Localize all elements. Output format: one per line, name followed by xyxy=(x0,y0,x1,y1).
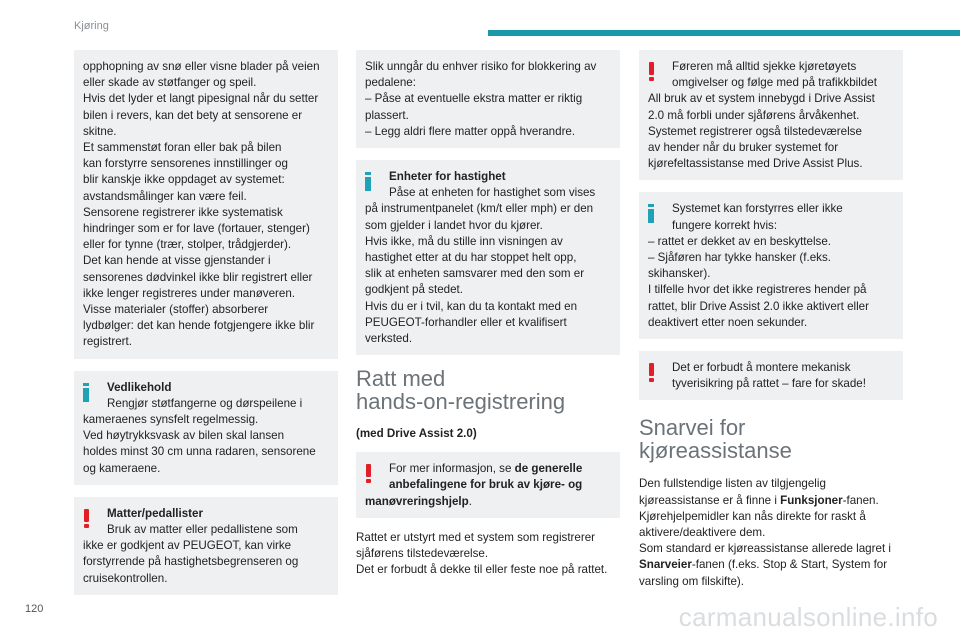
paragraph xyxy=(639,476,903,589)
text-line: Den fullstendige listen av tilgjengelig xyxy=(639,477,826,491)
section-title-line: Snarvei for xyxy=(639,415,746,441)
text-line: Sensorene registrerer ikke systematisk xyxy=(83,205,283,219)
info-icon xyxy=(83,383,89,402)
note-box-sensors xyxy=(74,50,338,359)
text-line: – Legg aldri flere matter oppå hverandre. xyxy=(365,124,576,138)
watermark: carmanualsonline.info xyxy=(678,602,938,632)
text-line: All bruk av et system innebygd i Drive Assist xyxy=(648,92,875,106)
text-line: deaktivert etter noen sekunder. xyxy=(648,315,808,329)
warning-box-surroundings xyxy=(639,50,903,180)
text-line: hastighet etter at du har stoppet helt opp, xyxy=(365,251,577,265)
box-title: Vedlikehold xyxy=(107,380,172,394)
text-line: plassert. xyxy=(365,108,409,122)
text-line: hindringer som er for lave (fortauer, stenger) xyxy=(83,222,310,236)
text-line: ikke lenger registreres under manøveren. xyxy=(83,286,296,300)
text-line: av hender når du bruker systemet for xyxy=(648,141,839,155)
text-line: sjåførens tilstedeværelse. xyxy=(356,547,489,561)
text-line: som gjelder i landet hvor du kjører. xyxy=(365,218,543,232)
section-title-line: Ratt med xyxy=(356,366,446,392)
text-line: holdes minst 30 cm unna radaren, sensorene xyxy=(83,445,316,459)
text-line: registrert. xyxy=(83,335,132,349)
section-title-line: kjøreassistanse xyxy=(639,438,792,464)
text-line: godkjent på stedet. xyxy=(365,283,463,297)
text-line: slik at enheten samsvarer med den som er xyxy=(365,267,585,281)
text-line: eller skade av støtfanger og speil. xyxy=(83,76,257,90)
column-3 xyxy=(639,50,903,590)
paragraph xyxy=(356,530,620,579)
text-line xyxy=(365,494,611,510)
text-line: ikke er godkjent av PEUGEOT, kan virke xyxy=(83,539,292,553)
text-line: Bruk av matter eller pedallistene som xyxy=(107,523,298,537)
warning-icon xyxy=(648,363,656,382)
text-line: på instrumentpanelet (km/t eller mph) er den xyxy=(365,202,594,216)
warning-box-recommendations xyxy=(356,452,620,518)
text-line: Hvis det lyder et langt pipesignal når du setter xyxy=(83,92,319,106)
text-line: Systemet registrerer også tilstedeværelse xyxy=(648,124,862,138)
text-line: Føreren må alltid sjekke kjøretøyets xyxy=(672,60,857,73)
warning-icon xyxy=(365,464,373,483)
warning-box-mats xyxy=(74,497,338,595)
text-line: avstandsmålinger kan være feil. xyxy=(83,189,247,203)
text-line: Rengjør støtfangerne og dørspeilene i xyxy=(107,396,303,410)
text-line: varsling om filskifte). xyxy=(639,574,745,588)
text-line: 2.0 må forbli under sjåførens årvåkenhet. xyxy=(648,108,860,122)
text-line: rattet, blir Drive Assist 2.0 ikke aktivert eller xyxy=(648,299,869,313)
text-line: omgivelser og følge med på trafikkbildet xyxy=(672,76,877,90)
text-line: Systemet kan forstyrres eller ikke xyxy=(672,202,843,216)
text-line: Slik unngår du enhver risiko for blokkering av xyxy=(365,60,597,73)
text-line: Det kan hende at visse gjenstander i xyxy=(83,254,271,268)
text-line: og kameraene. xyxy=(83,461,161,475)
text-line xyxy=(365,461,611,477)
text-line: opphopning av snø eller visne blader på veien xyxy=(83,60,320,73)
warning-icon xyxy=(648,62,656,81)
text-line: kameraenes synsfelt regelmessig. xyxy=(83,413,259,427)
note-box-pedals xyxy=(356,50,620,148)
column-2 xyxy=(356,50,620,578)
text-line: fungere korrekt hvis: xyxy=(672,218,778,232)
text-line: forstyrrende på hastighetsbegrenseren og xyxy=(83,555,299,569)
text-run: For mer informasjon, se xyxy=(389,462,515,476)
text-line: – rattet er dekket av en beskyttelse. xyxy=(648,234,832,248)
text-line: Ved høytrykksvask av bilen skal lansen xyxy=(83,429,285,443)
text-line: PEUGEOT-forhandler eller et kvalifisert xyxy=(365,315,567,329)
text-run-bold: Snarveier xyxy=(639,558,692,572)
info-icon xyxy=(365,172,371,191)
text-line: verksted. xyxy=(365,332,413,346)
text-line: aktivere/deaktivere dem. xyxy=(639,526,766,540)
text-line xyxy=(639,557,903,573)
section-title xyxy=(639,416,903,462)
text-line: cruisekontrollen. xyxy=(83,571,168,585)
text-line: Som standard er kjøreassistanse allerede lagret i xyxy=(639,542,891,556)
section-title xyxy=(356,367,620,413)
section-title-line: hands-on-registrering xyxy=(356,389,566,415)
text-line: Et sammenstøt foran eller bak på bilen xyxy=(83,141,282,155)
header-title: Kjøring xyxy=(74,20,109,32)
text-run: . xyxy=(468,494,472,508)
text-line: Det er forbudt å dekke til eller feste noe på rattet. xyxy=(356,563,608,577)
text-line: anbefalingene for bruk av kjøre- og xyxy=(389,478,583,492)
header-accent-bar xyxy=(488,30,960,36)
text-line: Rattet er utstyrt med et system som registrerer xyxy=(356,530,596,544)
text-line: Kjørehjelpemidler kan nås direkte for raskt å xyxy=(639,509,866,523)
box-title: Matter/pedallister xyxy=(107,506,203,520)
column-1 xyxy=(74,50,338,607)
text-line: skihansker). xyxy=(648,267,711,281)
text-line: kan forstyrre sensorenes innstillinger og xyxy=(83,157,288,171)
text-run: -fanen (f.eks. Stop & Start, System for xyxy=(691,558,888,572)
text-line: blir kanskje ikke oppdaget av systemet: xyxy=(83,173,285,187)
info-box-disturbance xyxy=(639,192,903,339)
text-line: Påse at enheten for hastighet som vises xyxy=(389,186,596,200)
text-run: -fanen. xyxy=(842,493,879,507)
text-line: eller for tynne (trær, stolper, trådgjerder). xyxy=(83,238,292,252)
text-line: – Påse at eventuelle ekstra matter er riktig xyxy=(365,92,583,106)
text-line: lydbølger: det kan hende fotgjengere ikke blir xyxy=(83,319,315,333)
text-line: Det er forbudt å montere mekanisk xyxy=(672,361,851,375)
text-line: sensorenes dødvinkel ikke blir registrert eller xyxy=(83,270,313,284)
warning-icon xyxy=(83,509,91,528)
text-line: Hvis du er i tvil, kan du ta kontakt med en xyxy=(365,299,578,313)
text-run-bold: Funksjoner xyxy=(780,493,843,507)
text-line: bilen i revers, kan det bety at sensorene er xyxy=(83,108,303,122)
section-subtitle: (med Drive Assist 2.0) xyxy=(356,427,477,441)
text-run-bold: manøvreringshjelp xyxy=(365,494,469,508)
box-title: Enheter for hastighet xyxy=(389,170,506,184)
info-box-speed-units xyxy=(356,160,620,355)
text-line: kjørefeltassistanse med Drive Assist Plus. xyxy=(648,157,863,171)
info-box-maintenance xyxy=(74,371,338,485)
text-line: pedalene: xyxy=(365,76,416,90)
text-line: Hvis ikke, må du stille inn visningen av xyxy=(365,234,563,248)
text-line: – Sjåføren har tykke hansker (f.eks. xyxy=(648,251,831,265)
text-line: skitne. xyxy=(83,124,117,138)
text-run: kjøreassistanse er å finne i xyxy=(639,493,781,507)
text-line: Visse materialer (stoffer) absorberer xyxy=(83,303,269,317)
text-line: I tilfelle hvor det ikke registreres hender på xyxy=(648,283,867,297)
warning-box-antitheft xyxy=(639,351,903,400)
page-number: 120 xyxy=(25,603,44,615)
info-icon xyxy=(648,204,654,223)
text-line xyxy=(639,493,903,509)
text-run-bold: de generelle xyxy=(514,462,583,476)
text-line: tyverisikring på rattet – fare for skade! xyxy=(672,377,866,391)
